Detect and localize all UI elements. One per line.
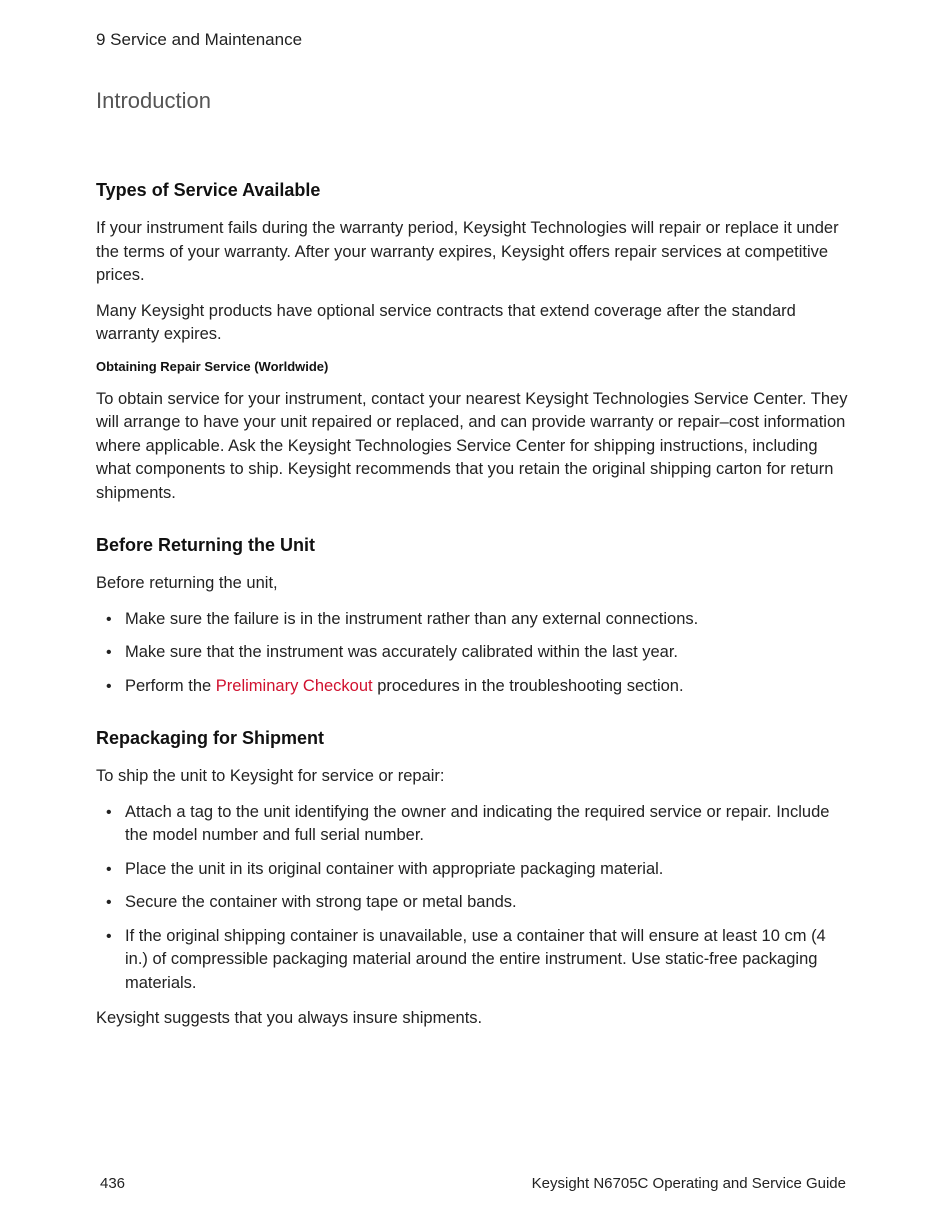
bullet-icon: • xyxy=(106,610,112,628)
list-item: • Perform the Preliminary Checkout procedures in the troubleshooting section. xyxy=(96,675,852,699)
main-content xyxy=(96,180,852,1043)
list-item: • If the original shipping container is unavailable, use a container that will ensure at least 10 cm (4 in.) of compressible packaging material around the entire instrument. Use static-free packaging materials. xyxy=(106,926,826,992)
paragraph: To ship the unit to Keysight for service or repair: xyxy=(96,767,445,785)
page-title: Introduction xyxy=(96,88,211,113)
paragraph: To obtain service for your instrument, contact your nearest Keysight Technologies Service Center. They will arrange to have your unit repaired or replaced, and can provide warranty or repair–cost information where applicable. Ask the Keysight Technologies Service Center for shipping instructions, including what components to ship. Keysight recommends that you retain the original shipping carton for return shipments. xyxy=(96,389,848,502)
section-heading-types: Types of Service Available xyxy=(96,180,321,200)
repack-list xyxy=(96,801,852,996)
preliminary-checkout-link[interactable]: Preliminary Checkout xyxy=(215,676,373,695)
bullet-icon: • xyxy=(106,644,112,661)
bullet-icon: • xyxy=(106,860,112,878)
bullet-icon: • xyxy=(106,927,112,945)
paragraph: Keysight suggests that you always insure shipments. xyxy=(96,1009,483,1027)
list-item: • Secure the container with strong tape or metal bands. xyxy=(96,891,852,915)
section-heading-before: Before Returning the Unit xyxy=(96,535,315,555)
bullet-icon: • xyxy=(106,894,112,911)
page-number: 436 xyxy=(100,1175,126,1192)
chapter-header: 9 Service and Maintenance xyxy=(96,30,303,49)
bullet-icon: • xyxy=(106,677,112,695)
paragraph: Many Keysight products have optional service contracts that extend coverage after the standard warranty expires. xyxy=(96,301,796,343)
guide-title: Keysight N6705C Operating and Service Guide xyxy=(531,1175,846,1192)
list-item: • Place the unit in its original container with appropriate packaging material. xyxy=(96,858,852,882)
before-list xyxy=(96,608,852,699)
paragraph: If your instrument fails during the warranty period, Keysight Technologies will repair or replace it under the terms of your warranty. After your warranty expires, Keysight offers repair services at competitive prices. xyxy=(96,219,839,284)
list-item: • Make sure that the instrument was accurately calibrated within the last year. xyxy=(96,641,852,665)
list-item: • Attach a tag to the unit identifying the owner and indicating the required service or repair. Include the model number and full serial number. xyxy=(106,802,830,844)
list-item: • Make sure the failure is in the instrument rather than any external connections. xyxy=(96,608,852,632)
bullet-icon: • xyxy=(106,803,112,821)
section-heading-repack: Repackaging for Shipment xyxy=(96,728,325,748)
subheading-repair-service: Obtaining Repair Service (Worldwide) xyxy=(96,358,329,374)
paragraph: Before returning the unit, xyxy=(96,574,278,592)
